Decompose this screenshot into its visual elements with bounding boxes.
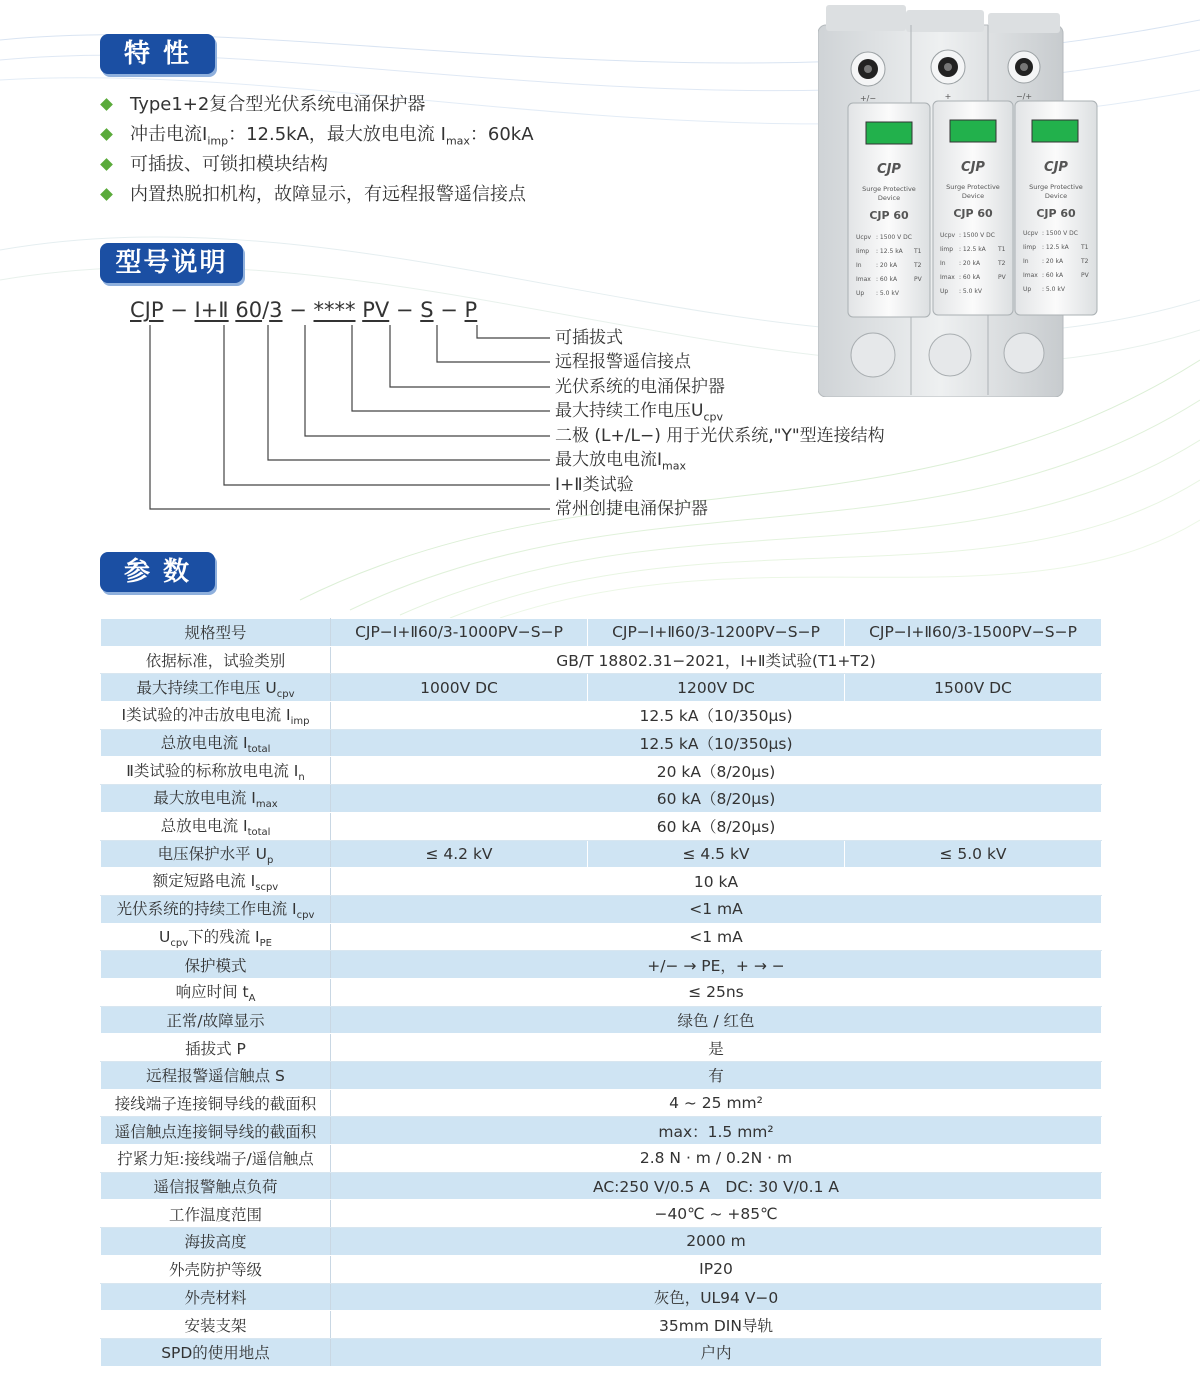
table-row <box>101 619 1102 647</box>
svg-text:T2: T2 <box>998 260 1006 267</box>
value-cell: ≤ 25ns <box>331 978 1102 1006</box>
table-row <box>101 702 1102 730</box>
table-row <box>101 1117 1102 1145</box>
value-cell: AC:250 V/0.5 A DC: 30 V/0.1 A <box>331 1172 1102 1200</box>
value-cell: 20 kA（8/20μs) <box>331 757 1102 785</box>
svg-text:CJP 60: CJP 60 <box>1036 207 1076 220</box>
table-row <box>101 1034 1102 1062</box>
svg-text:Surge Protective: Surge Protective <box>1029 183 1083 191</box>
svg-text:CJP 60: CJP 60 <box>953 207 993 220</box>
callout-pluggable: 可插拔式 <box>555 328 623 348</box>
feature-item: 内置热脱扣机构，故障显示，有远程报警遥信接点 <box>100 180 534 210</box>
callout-ucpv: 最大持续工作电压$U_{cpv}$ <box>555 401 723 424</box>
row-label: 响应时间 $t_A$ <box>101 978 331 1006</box>
row-label: 保护模式 <box>101 951 331 979</box>
diamond-bullet-icon <box>100 158 113 171</box>
svg-text:Device: Device <box>877 194 901 202</box>
value-cell: 12.5 kA（10/350μs) <box>331 702 1102 730</box>
brand-logo: CJP <box>961 160 985 175</box>
row-label: 接线端子连接铜导线的截面积 <box>101 1089 331 1117</box>
svg-text:: 1500 V DC: : 1500 V DC <box>876 234 912 241</box>
row-label: 工作温度范围 <box>101 1200 331 1228</box>
table-row <box>101 923 1102 951</box>
svg-text:: 1500 V DC: : 1500 V DC <box>959 232 995 239</box>
svg-text:T1: T1 <box>1081 244 1089 251</box>
svg-text:In: In <box>856 262 862 269</box>
svg-text:Surge Protective: Surge Protective <box>946 183 1000 191</box>
table-row <box>101 674 1102 702</box>
row-label: 总放电电流 $I_{total}$ <box>101 729 331 757</box>
feature-item: 可插拔、可锁扣模块结构 <box>100 150 534 180</box>
svg-text:: 12.5 kA: : 12.5 kA <box>1042 244 1069 251</box>
row-label: 光伏系统的持续工作电流 $I_{cpv}$ <box>101 895 331 923</box>
svg-text:Up: Up <box>1023 286 1032 293</box>
value-cell: 10 kA <box>331 868 1102 896</box>
row-label: 额定短路电流 $I_{scpv}$ <box>101 868 331 896</box>
svg-text:+: + <box>944 92 952 101</box>
model-cell: CJP−Ⅰ+Ⅱ60/3-1000PV−S−P <box>331 619 588 647</box>
value-cell: 2.8 N · m / 0.2N · m <box>331 1145 1102 1173</box>
svg-text:Iimp: Iimp <box>856 248 870 255</box>
table-row <box>101 1145 1102 1173</box>
feature-item: Type1+2复合型光伏系统电涌保护器 <box>100 90 534 120</box>
svg-text:PV: PV <box>998 274 1006 281</box>
svg-text:Iimp: Iimp <box>1023 244 1037 251</box>
table-row <box>101 1006 1102 1034</box>
table-row <box>101 951 1102 979</box>
table-row <box>101 757 1102 785</box>
value-cell: 4 ~ 25 mm² <box>331 1089 1102 1117</box>
value-cell: 灰色，UL94 V−0 <box>331 1283 1102 1311</box>
svg-text:Up: Up <box>940 288 949 295</box>
table-row <box>101 1283 1102 1311</box>
row-label: 安装支架 <box>101 1311 331 1339</box>
svg-text:Device: Device <box>961 192 985 200</box>
row-label: 外壳材料 <box>101 1283 331 1311</box>
value-cell: GB/T 18802.31−2021，Ⅰ+Ⅱ类试验(T1+T2) <box>331 646 1102 674</box>
callout-remote-signal: 远程报警遥信接点 <box>555 352 691 372</box>
svg-text:In: In <box>940 260 946 267</box>
value-cell: 12.5 kA（10/350μs) <box>331 729 1102 757</box>
row-label: 最大放电电流 $I_{max}$ <box>101 785 331 813</box>
callout-imax: 最大放电电流$I_{max}$ <box>555 450 686 473</box>
value-cell: −40℃ ~ +85℃ <box>331 1200 1102 1228</box>
svg-text:Imax: Imax <box>856 276 871 283</box>
table-row <box>101 895 1102 923</box>
value-cell: <1 mA <box>331 923 1102 951</box>
row-label: 依据标准，试验类别 <box>101 646 331 674</box>
feature-item: 冲击电流$I_{imp}$：12.5kA，最大放电电流 $I_{max}$：60kA <box>100 120 534 150</box>
svg-text:Imax: Imax <box>1023 272 1038 279</box>
svg-text:: 20 kA: : 20 kA <box>959 260 981 267</box>
model-cell: CJP−Ⅰ+Ⅱ60/3-1200PV−S−P <box>588 619 845 647</box>
table-row <box>101 840 1102 868</box>
value-cell: 户内 <box>331 1338 1102 1366</box>
callout-poles: 二极 (L+/L−) 用于光伏系统,"Y"型连接结构 <box>555 426 885 446</box>
row-label: SPD的使用地点 <box>101 1338 331 1366</box>
row-label: 远程报警遥信触点 S <box>101 1062 331 1090</box>
value-cell: ≤ 4.2 kV <box>331 840 588 868</box>
value-cell: 1500V DC <box>845 674 1102 702</box>
row-label: 最大持续工作电压 $U_{cpv}$ <box>101 674 331 702</box>
row-label: 规格型号 <box>101 619 331 647</box>
svg-text:: 5.0 kV: : 5.0 kV <box>1042 286 1065 293</box>
value-cell: <1 mA <box>331 895 1102 923</box>
svg-text:Imax: Imax <box>940 274 955 281</box>
svg-text:Ucpv: Ucpv <box>940 232 956 239</box>
svg-text:Ucpv: Ucpv <box>856 234 872 241</box>
row-label: 遥信报警触点负荷 <box>101 1172 331 1200</box>
row-label: 外壳防护等级 <box>101 1255 331 1283</box>
svg-text:: 20 kA: : 20 kA <box>876 262 898 269</box>
svg-text:: 60 kA: : 60 kA <box>959 274 981 281</box>
model-cell: CJP−Ⅰ+Ⅱ60/3-1500PV−S−P <box>845 619 1102 647</box>
value-cell: 有 <box>331 1062 1102 1090</box>
diamond-bullet-icon <box>100 188 113 201</box>
value-cell: 35mm DIN导轨 <box>331 1311 1102 1339</box>
table-row <box>101 729 1102 757</box>
svg-text:: 20 kA: : 20 kA <box>1042 258 1064 265</box>
svg-text:: 5.0 kV: : 5.0 kV <box>959 288 982 295</box>
value-cell: 1000V DC <box>331 674 588 702</box>
row-label: 总放电电流 $I_{total}$ <box>101 812 331 840</box>
table-row <box>101 1172 1102 1200</box>
svg-text:: 5.0 kV: : 5.0 kV <box>876 290 899 297</box>
svg-text:PV: PV <box>1081 272 1089 279</box>
svg-text:Device: Device <box>1044 192 1068 200</box>
diamond-bullet-icon <box>100 128 113 141</box>
row-label: 正常/故障显示 <box>101 1006 331 1034</box>
value-cell: 是 <box>331 1034 1102 1062</box>
model-section-title: 型号说明 <box>100 243 243 283</box>
svg-text:Ucpv: Ucpv <box>1023 230 1039 237</box>
svg-text:T1: T1 <box>914 248 922 255</box>
svg-text:: 12.5 kA: : 12.5 kA <box>876 248 903 255</box>
brand-logo: CJP <box>1044 160 1068 175</box>
svg-text:T2: T2 <box>914 262 922 269</box>
svg-text:: 1500 V DC: : 1500 V DC <box>1042 230 1078 237</box>
model-code: CJP − Ⅰ+Ⅱ 60/3 − **** PV − S − P <box>130 298 478 322</box>
svg-text:T2: T2 <box>1081 258 1089 265</box>
svg-text:: 60 kA: : 60 kA <box>876 276 898 283</box>
brand-logo: CJP <box>877 162 901 177</box>
diamond-bullet-icon <box>100 98 113 111</box>
row-label: 电压保护水平 $U_p$ <box>101 840 331 868</box>
table-row <box>101 1338 1102 1366</box>
table-row <box>101 1255 1102 1283</box>
svg-text:PV: PV <box>914 276 922 283</box>
params-table <box>100 618 1102 1367</box>
features-list <box>100 90 534 210</box>
value-cell: ≤ 5.0 kV <box>845 840 1102 868</box>
row-label: 遥信触点连接铜导线的截面积 <box>101 1117 331 1145</box>
model-leader-lines <box>0 290 1000 530</box>
table-row <box>101 1311 1102 1339</box>
value-cell: 1200V DC <box>588 674 845 702</box>
value-cell: max：1.5 mm² <box>331 1117 1102 1145</box>
row-label: Ⅱ类试验的标称放电电流 $I_n$ <box>101 757 331 785</box>
value-cell: 60 kA（8/20μs) <box>331 812 1102 840</box>
row-label: 插拔式 P <box>101 1034 331 1062</box>
value-cell: IP20 <box>331 1255 1102 1283</box>
table-row <box>101 646 1102 674</box>
value-cell: 绿色 / 红色 <box>331 1006 1102 1034</box>
table-row <box>101 1062 1102 1090</box>
table-row <box>101 1089 1102 1117</box>
svg-text:: 60 kA: : 60 kA <box>1042 272 1064 279</box>
svg-text:−/+: −/+ <box>1015 92 1033 101</box>
table-row <box>101 812 1102 840</box>
svg-text:Iimp: Iimp <box>940 246 954 253</box>
row-label: Ⅰ类试验的冲击放电电流 $I_{imp}$ <box>101 702 331 730</box>
value-cell: 2000 m <box>331 1228 1102 1256</box>
svg-text:T1: T1 <box>998 246 1006 253</box>
svg-text:Up: Up <box>856 290 865 297</box>
row-label: $U_{cpv}$下的残流 $I_{PE}$ <box>101 923 331 951</box>
table-row <box>101 978 1102 1006</box>
table-row <box>101 1200 1102 1228</box>
features-section-title: 特 性 <box>100 34 215 74</box>
params-section-title: 参 数 <box>100 552 215 592</box>
svg-text:In: In <box>1023 258 1029 265</box>
table-row <box>101 868 1102 896</box>
svg-text:CJP 60: CJP 60 <box>869 209 909 222</box>
value-cell: ≤ 4.5 kV <box>588 840 845 868</box>
svg-text:: 12.5 kA: : 12.5 kA <box>959 246 986 253</box>
value-cell: 60 kA（8/20μs) <box>331 785 1102 813</box>
svg-text:Surge Protective: Surge Protective <box>862 185 916 193</box>
callout-pv-spd: 光伏系统的电涌保护器 <box>555 377 725 397</box>
row-label: 海拔高度 <box>101 1228 331 1256</box>
model-explanation <box>0 290 1000 530</box>
table-row <box>101 785 1102 813</box>
value-cell: +/− → PE，+ → − <box>331 951 1102 979</box>
row-label: 拧紧力矩:接线端子/遥信触点 <box>101 1145 331 1173</box>
callout-brand: 常州创捷电涌保护器 <box>555 499 708 519</box>
svg-text:+/−: +/− <box>859 94 877 103</box>
table-row <box>101 1228 1102 1256</box>
callout-test-class: Ⅰ+Ⅱ类试验 <box>555 475 634 495</box>
